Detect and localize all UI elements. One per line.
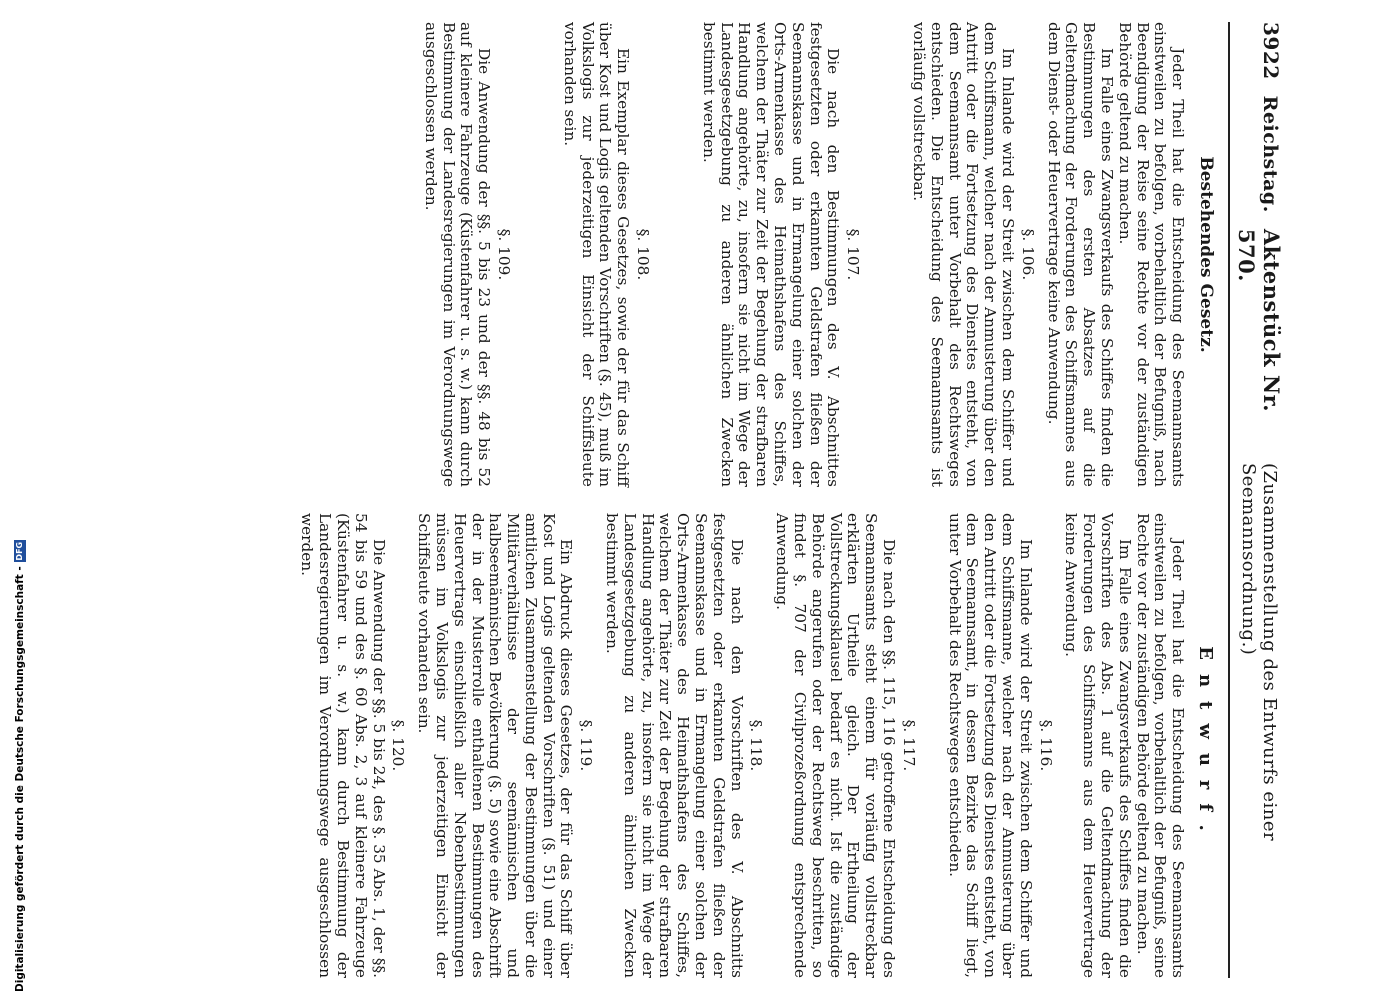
- section-heading: §. 106.: [1018, 228, 1037, 281]
- section-text: Die nach den Bestimmungen des V. Abschnittes festgesetzten oder erkannten Geldstrafen fließen der Seemannskasse und in Ermangelung einer solchen der Orts-Armenkasse des Heimathshafens des Schiffes, welchem der Thäter zur Zeit der Begehung der strafbaren Handlung angehörte, zu, insofern sie nicht im Wege der Landesgesetzgebung zu anderen ähnlichen Zwecken bestimmt werden.: [699, 22, 843, 487]
- header-source: Reichstag.: [1259, 95, 1281, 213]
- section-heading: §. 120.: [389, 719, 408, 772]
- section-heading: §. 109.: [495, 228, 514, 281]
- header-issue: Aktenstück Nr. 570.: [1234, 228, 1284, 413]
- digitization-notice: [14, 540, 26, 992]
- section-heading: §. 108.: [634, 228, 653, 281]
- section-text: Ein Abdruck dieses Gesetzes, der für das Schiff über Kost und Logis geltenden Vorschriften (§. 51) und einer amtlichen Zusammenstellung der Bestimmungen über die Militärverhältnisse der seemännischen und halbseemännischen Bevölkerung (§. 5) sowie eine Abschrift der in der Musterrolle enthaltenen Bestimmungen des Heuervertrags einschließlich aller Nebenbestimmungen müssen im Volkslogis zur jederzeitigen Einsicht der Schiffsleute vorhanden sein.: [415, 513, 576, 978]
- left-column-title: Bestehendes Gesetz.: [1196, 156, 1216, 353]
- paragraph: Jeder Theil hat die Entscheidung des Seemannsamts einstweilen zu befolgen, vorbehaltlich der Befugniß, seine Rechte vor der zuständigen Behörde geltend zu machen.: [1133, 513, 1188, 978]
- header-subtitle: (Zusammenstellung des Entwurfs einer Seemannsordnung.): [1238, 462, 1280, 842]
- section-heading: §. 117.: [899, 719, 918, 772]
- section-heading: §. 107.: [844, 228, 863, 281]
- section-text: Im Inlande wird der Streit zwischen dem Schiffer und dem Schiffsmann, welcher nach der Anmusterung über den Antritt oder die Fortsetzung des Dienstes entsteht, von dem Seemannsamt unter Vorbehalt des Rechtsweges entschieden. Die Entscheidung des Seemannsamts ist vorläufig vollstreckbar.: [910, 22, 1018, 487]
- page-number: 3922: [1259, 22, 1283, 80]
- page-header: [1228, 22, 1284, 978]
- paragraph: Im Falle eines Zwangsverkaufs des Schiffes finden die Vorschriften des Abs. 1 auf die Geltendmachung der Forderungen des Schiffsmanns aus dem Heuervertrage keine Anwendung.: [1062, 513, 1134, 978]
- section-text: Im Inlande wird der Streit zwischen dem Schiffer und dem Schiffsmanne, welcher nach der Anmusterung über den Antritt oder die Fortsetzung des Dienstes entsteht, von dem Seemannsamt, in dessen Bezirke das Schiff liegt, unter Vorbehalt des Rechtsweges entschieden.: [945, 513, 1035, 978]
- dfg-logo: DFG: [15, 541, 24, 561]
- paragraph: Im Falle eines Zwangsverkaufs des Schiffes finden die Bestimmungen des ersten Absatzes auf die Geltendmachung der Forderungen des Schiffsmannes aus dem Dienst- oder Heuervertrage keine Anwendung.: [1044, 22, 1117, 487]
- section-text: Die nach den Vorschriften des V. Abschnitts festgesetzten oder erkannten Geldstrafen fließen der Seemannskasse und in Ermangelung einer solchen der Orts-Armenkasse des Heimathshafens des Schiffes, welchem der Thäter zur Zeit der Begehung der strafbaren Handlung angehörte, zu, insofern sie nicht im Wege der Landesgesetzgebung zu anderen ähnlichen Zwecken bestimmt werden.: [603, 513, 746, 978]
- paragraph: Jeder Theil hat die Entscheidung des Seemannsamts einstweilen zu befolgen, vorbehaltlich der Befugniß, nach Beendigung der Reise seine Rechte vor der zuständigen Behörde geltend zu machen.: [1115, 22, 1188, 487]
- right-column-title: Entwurf.: [1195, 646, 1216, 845]
- section-heading: §. 118.: [747, 719, 766, 772]
- digitization-notice-text: Digitalisierung gefördert durch die Deutsche Forschungsgemeinschaft -: [14, 566, 26, 992]
- left-column: [298, 22, 1214, 487]
- section-text: Die Anwendung der §§. 5 bis 24, des §. 35 Abs. 1, der §§. 54 bis 59 und des §. 60 Abs. 2, 3 auf kleinere Fahrzeuge (Küstenfahrer u. s. w.) kann durch Bestimmung der Landesregierungen im Verordnungswege ausgeschlossen werden.: [298, 513, 388, 978]
- section-text: Ein Exemplar dieses Gesetzes, sowie der für das Schiff über Kost und Logis geltenden Vorschriften (§. 45), muß im Volkslogis zur jederzeitigen Einsicht der Schiffsleute vorhanden sein.: [560, 22, 633, 487]
- right-column: [298, 513, 1214, 978]
- section-heading: §. 116.: [1036, 719, 1055, 772]
- section-heading: §. 119.: [577, 719, 596, 772]
- document-page: [160, 0, 1300, 1000]
- section-text: Die nach den §§. 115, 116 getroffene Entscheidung des Seemannsamts steht einem für vorläufig vollstreckbar erklärten Urtheile gleich. Der Ertheilung der Vollstreckungsklausel bedarf es nicht. Ist die zuständige Behörde angerufen oder der Rechtsweg beschritten, so findet §. 707 der Civilprozeßordnung entsprechende Anwendung.: [773, 513, 899, 978]
- section-text: Die Anwendung der §§. 5 bis 23 und der §§. 48 bis 52 auf kleinere Fahrzeuge (Küstenfahrer u. s. w.) kann durch Bestimmung der Landesregierungen im Verordnungswege ausgeschlossen werden.: [421, 22, 494, 487]
